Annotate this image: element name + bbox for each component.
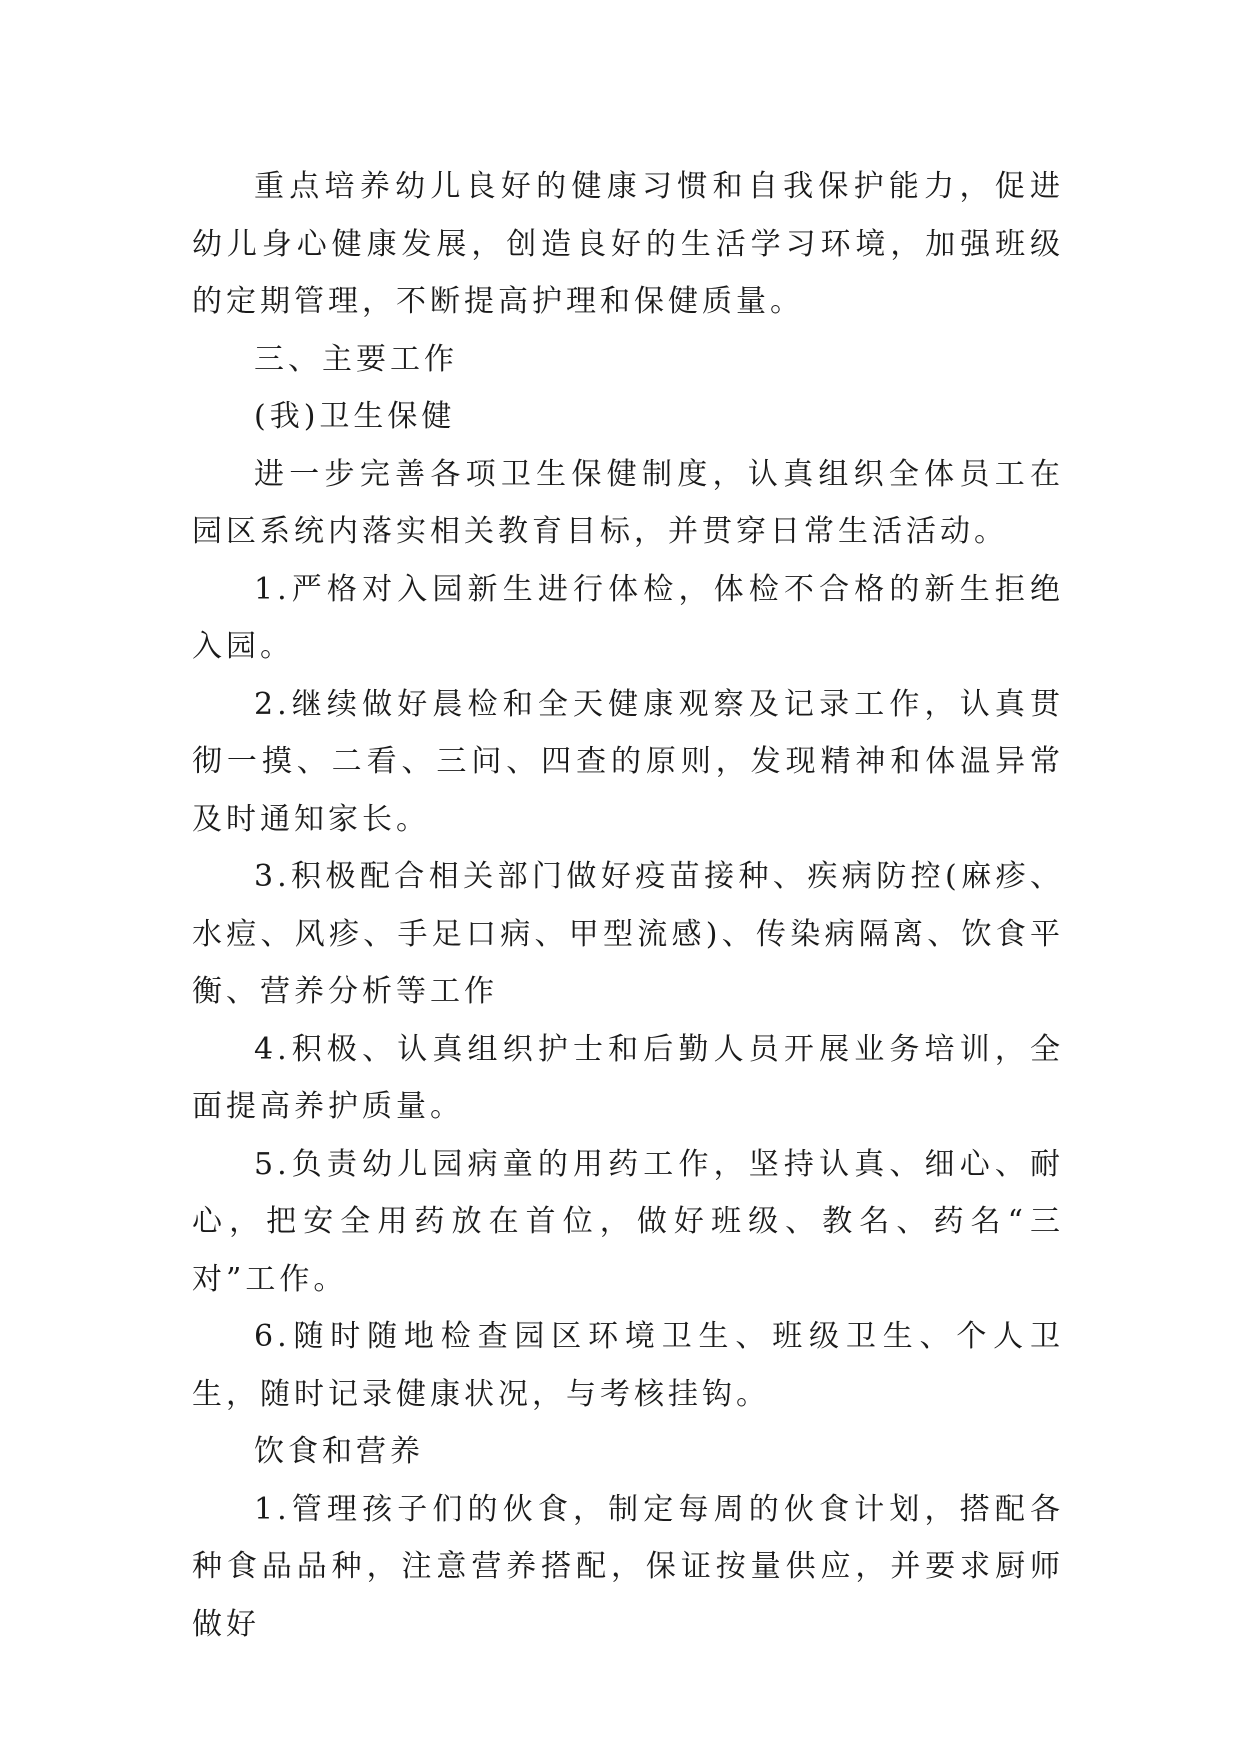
list-item-2: 2.继续做好晨检和全天健康观察及记录工作，认真贯彻一摸、二看、三问、四查的原则，发现精神和体温异常及时通知家长。 [192,686,1064,837]
diet-list-item-1: 1.管理孩子们的伙食，制定每周的伙食计划，搭配各种食品品种，注意营养搭配，保证按量供应，并要求厨师做好 [192,1491,1064,1642]
heading-main-work: 三、主要工作 [254,341,458,377]
heading-diet-nutrition: 饮食和营养 [254,1434,424,1469]
heading-health-care: (我)卫生保健 [254,399,456,434]
list-item-4: 4.积极、认真组织护士和后勤人员开展业务培训，全面提高养护质量。 [192,1031,1064,1124]
document-body [192,158,1064,1653]
list-item-3: 3.积极配合相关部门做好疫苗接种、疾病防控(麻疹、水痘、风疹、手足口病、甲型流感)、传染病隔离、饮食平衡、营养分析等工作 [192,859,1064,1009]
list-item-1: 1.严格对入园新生进行体检，体检不合格的新生拒绝入园。 [192,571,1064,664]
list-item-6: 6.随时随地检查园区环境卫生、班级卫生、个人卫生，随时记录健康状况，与考核挂钩。 [192,1319,1064,1412]
paragraph-intro: 重点培养幼儿良好的健康习惯和自我保护能力，促进幼儿身心健康发展，创造良好的生活学习环境，加强班级的定期管理，不断提高护理和保健质量。 [192,169,1064,319]
paragraph-health-system: 进一步完善各项卫生保健制度，认真组织全体员工在园区系统内落实相关教育目标，并贯穿日常生活活动。 [192,456,1064,549]
list-item-5: 5.负责幼儿园病童的用药工作，坚持认真、细心、耐心，把安全用药放在首位，做好班级、教名、药名“三对”工作。 [192,1146,1064,1297]
